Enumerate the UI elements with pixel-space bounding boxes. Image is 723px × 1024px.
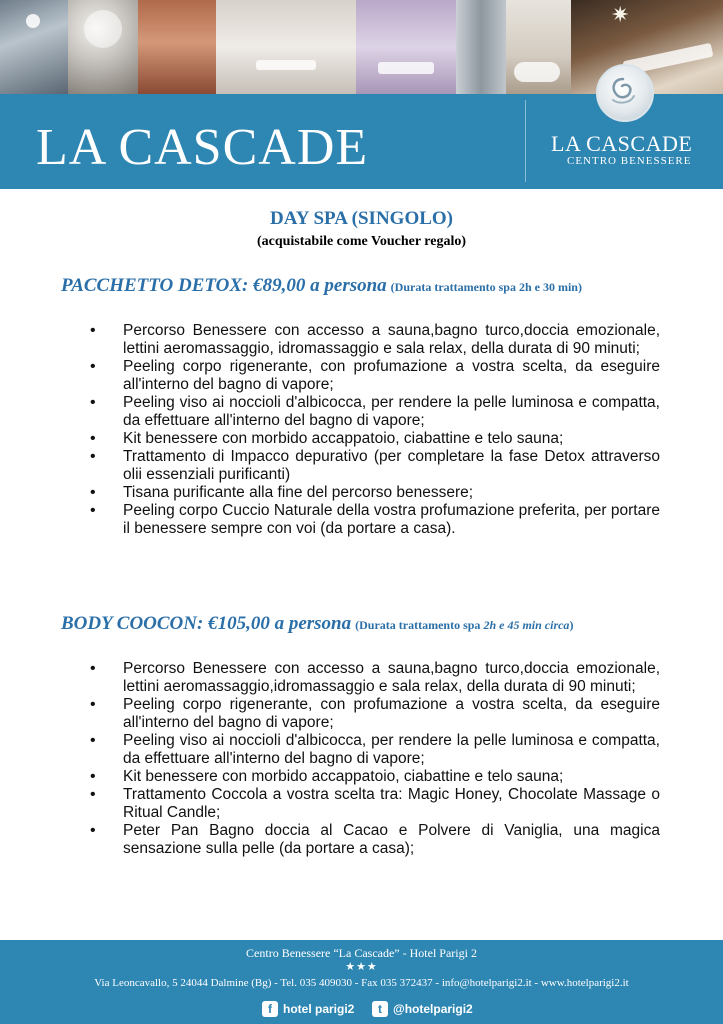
photo-lounge [356, 0, 456, 94]
footer-address: Via Leoncavallo, 5 24044 Dalmine (Bg) - Tel. 035 409030 - Fax 035 372437 - info@hotelparigi2.it - www.hotelparigi2.it [94, 977, 629, 989]
twitter-link[interactable] [372, 1001, 473, 1017]
photo-towels-orchid [506, 0, 571, 94]
twitter-icon: t [372, 1001, 388, 1017]
list-item: • Trattamento di Impacco depurativo (per completare la fase Detox attraverso olii essenziali purificanti) [92, 448, 660, 484]
twitter-label: @hotelparigi2 [393, 1002, 473, 1016]
list-item: • Peeling corpo Cuccio Naturale della vostra profumazione preferita, per portare il benessere sempre con voi (da portare a casa). [92, 502, 660, 538]
facebook-link[interactable] [262, 1001, 354, 1017]
list-item: • Peter Pan Bagno doccia al Cacao e Polvere di Vaniglia, una magica sensazione sulla pelle (da portare a casa); [92, 822, 660, 858]
duration-italic: 2h e 45 min circa [483, 618, 570, 632]
section-duration: (Durata trattamento spa 2h e 30 min) [390, 280, 582, 294]
photo-waterfall [456, 0, 506, 94]
footer-stars: ★★★ [345, 961, 378, 973]
section-heading-body-coocon [61, 613, 573, 635]
facebook-icon: f [262, 1001, 278, 1017]
list-item: • Percorso Benessere con accesso a sauna,bagno turco,doccia emozionale, lettini aeromassaggio,idromassaggio e sala relax, della durata di 90 minuti; [92, 660, 660, 696]
footer-hotel-name: Centro Benessere “La Cascade” - Hotel Parigi 2 [246, 946, 477, 960]
page-title: DAY SPA (SINGOLO) [270, 208, 453, 229]
list-item: • Peeling corpo rigenerante, con profumazione a vostra scelta, da eseguire all'interno del bagno di vapore; [92, 358, 660, 394]
duration-suffix: ) [569, 618, 574, 632]
photo-relax-room [216, 0, 356, 94]
list-item: • Tisana purificante alla fine del percorso benessere; [92, 484, 660, 502]
photo-sauna [138, 0, 216, 94]
list-item: • Percorso Benessere con accesso a sauna,bagno turco,doccia emozionale, lettini aeromassaggio, idromassaggio e sala relax, della durata di 90 minuti; [92, 322, 660, 358]
section-heading-detox [61, 275, 582, 297]
list-item: • Trattamento Coccola a vostra scelta tra: Magic Honey, Chocolate Massage o Ritual Candle; [92, 786, 660, 822]
list-item: • Peeling corpo rigenerante, con profumazione a vostra scelta, da eseguire all'interno del bagno di vapore; [92, 696, 660, 732]
logo-name: LA CASCADE [551, 131, 693, 156]
photo-shower-wall [0, 0, 68, 94]
section-heading-text: BODY COOCON: €105,00 a persona [61, 613, 352, 634]
list-item: • Peeling viso ai noccioli d'albicocca, per rendere la pelle luminosa e compatta, da effettuare all'interno del bagno di vapore; [92, 394, 660, 430]
list-item: • Kit benessere con morbido accappatoio, ciabattine e telo sauna; [92, 430, 660, 448]
star-lamp-icon: ✷ [611, 2, 630, 27]
list-item: • Peeling viso ai noccioli d'albicocca, per rendere la pelle luminosa e compatta, da effettuare all'interno del bagno di vapore; [92, 732, 660, 768]
banner-title: LA CASCADE [36, 119, 369, 176]
list-item: • Kit benessere con morbido accappatoio, ciabattine e telo sauna; [92, 768, 660, 786]
page-subtitle: (acquistabile come Voucher regalo) [256, 234, 467, 249]
swirl-logo-icon [608, 76, 638, 106]
bullet-list-detox [92, 322, 660, 538]
section-heading-text: PACCHETTO DETOX: €89,00 a persona [61, 275, 387, 296]
banner-divider [525, 100, 526, 182]
photo-lattice-window [68, 0, 138, 94]
facebook-label: hotel parigi2 [283, 1002, 355, 1016]
section-duration [355, 618, 573, 632]
bullet-list-body-coocon [92, 660, 660, 858]
duration-prefix: (Durata trattamento spa [355, 618, 484, 632]
logo-subtitle: CENTRO BENESSERE [567, 155, 692, 167]
